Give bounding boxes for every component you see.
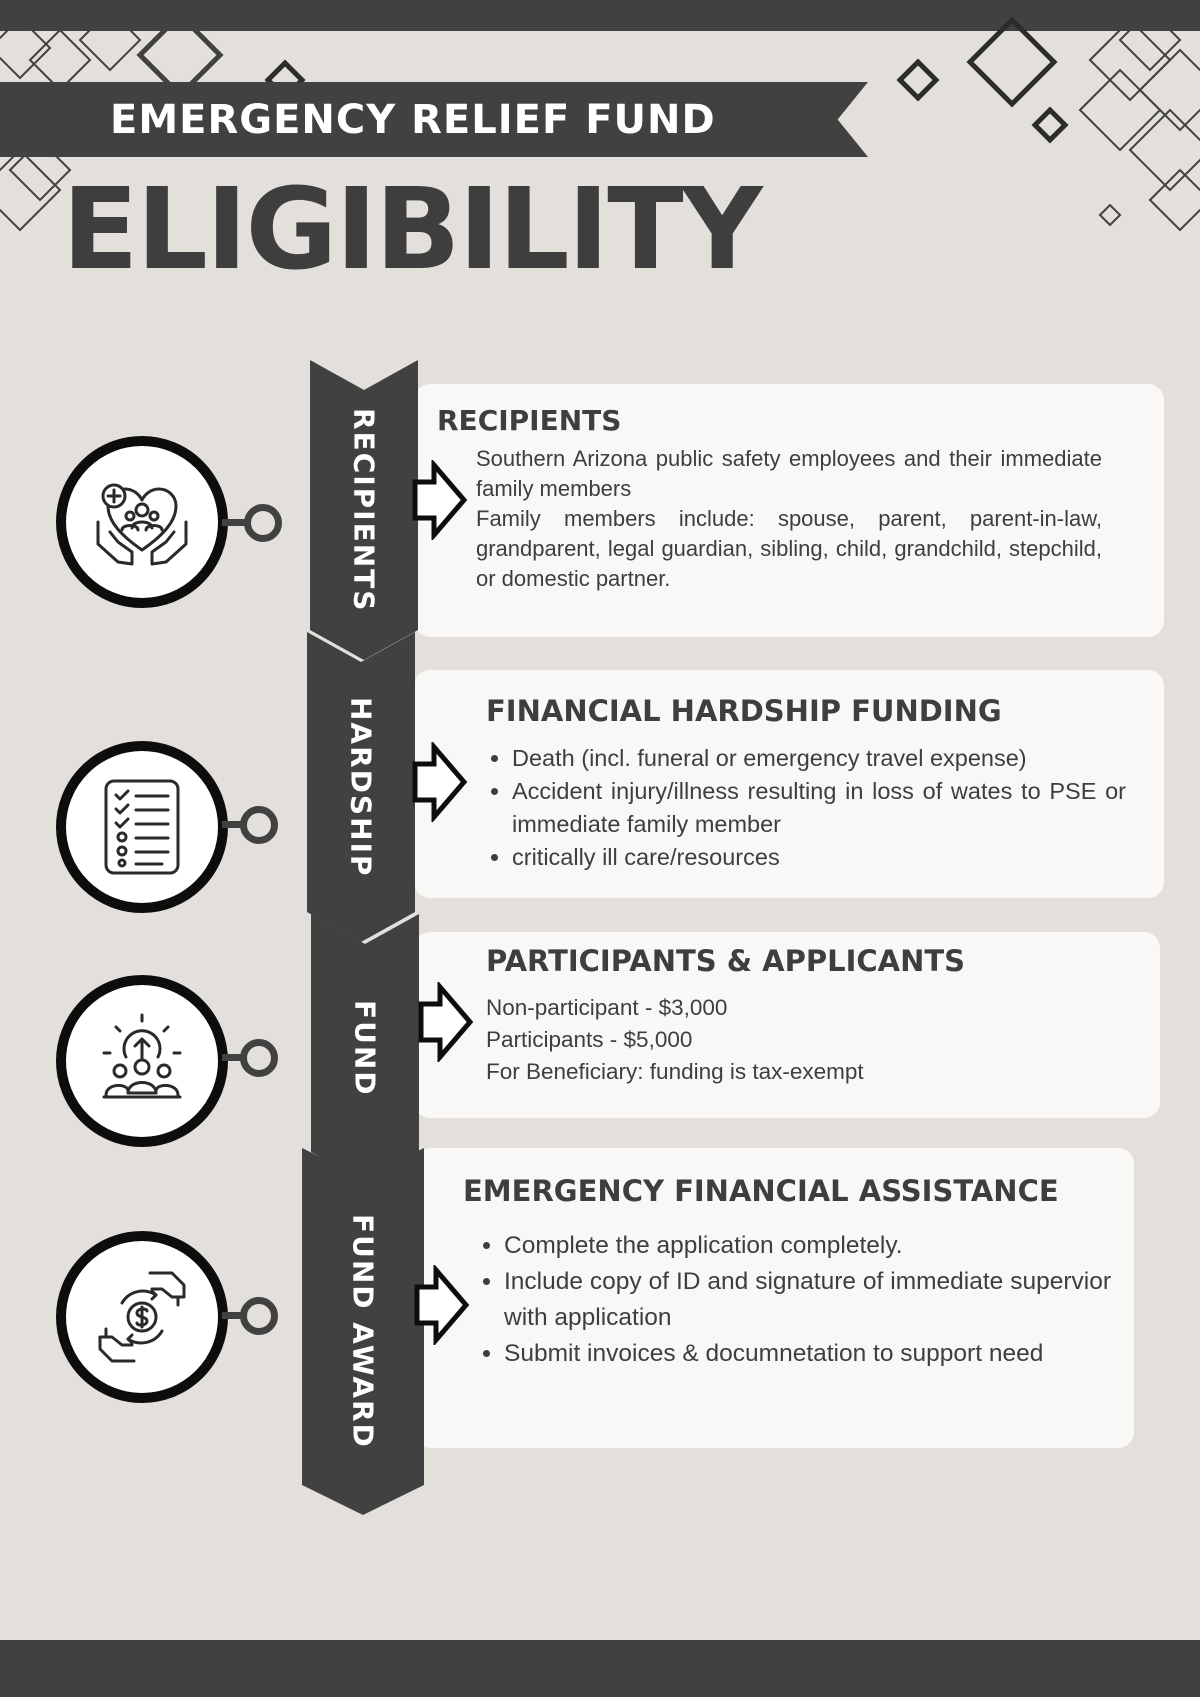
- arrow-right-icon: [412, 460, 472, 540]
- card-body: [476, 742, 1126, 874]
- bottom-bar: [0, 1640, 1200, 1697]
- spine-label-fund-award: FUND AWARD: [346, 1214, 380, 1449]
- list-item: For Beneficiary: funding is tax-exempt: [486, 1059, 864, 1084]
- card-title: PARTICIPANTS & APPLICANTS: [486, 944, 966, 978]
- team-growth-gear-icon: [92, 1011, 192, 1111]
- list-item: Participants - $5,000: [486, 1027, 693, 1052]
- icon-circle: [56, 1231, 228, 1403]
- list-item: • Submit invoices & documnetation to support need: [504, 1336, 1111, 1372]
- list-item: • Death (incl. funeral or emergency travel expense): [512, 742, 1126, 775]
- card-hardship: [414, 670, 1164, 898]
- spine-label-hardship: HARDSHIP: [344, 696, 378, 878]
- card-body: [476, 444, 1102, 594]
- icon-circle: [56, 741, 228, 913]
- list-item: Non-participant - $3,000: [486, 995, 728, 1020]
- spine-label-fund: FUND: [348, 999, 382, 1097]
- connector-knob: [244, 504, 282, 542]
- list-item: • Include copy of ID and signature of immediate supervior with application: [504, 1264, 1111, 1336]
- arrow-right-icon: [414, 1265, 474, 1345]
- card-body: [486, 992, 1126, 1088]
- card-title: EMERGENCY FINANCIAL ASSISTANCE: [463, 1174, 1059, 1208]
- connector-knob: [240, 1039, 278, 1077]
- list-item: • Accident injury/illness resulting in loss of wates to PSE or immediate family member: [512, 775, 1126, 841]
- connector-knob: [240, 1297, 278, 1335]
- icon-circle: [56, 436, 228, 608]
- page-title: ELIGIBILITY: [62, 165, 761, 295]
- card-fund: [414, 932, 1160, 1118]
- arrow-right-icon: [412, 742, 472, 822]
- banner-title: EMERGENCY RELIEF FUND: [110, 97, 716, 143]
- card-fund-award: [414, 1148, 1134, 1448]
- card-title: RECIPIENTS: [437, 404, 622, 437]
- checklist-icon: [92, 777, 192, 877]
- card-title: FINANCIAL HARDSHIP FUNDING: [486, 694, 1002, 728]
- spine-label-recipients: RECIPIENTS: [347, 407, 381, 613]
- card-recipients: [414, 384, 1164, 637]
- heart-family-hands-icon: [92, 472, 192, 572]
- connector-knob: [240, 806, 278, 844]
- paragraph: Southern Arizona public safety employees and their immediate family members: [476, 446, 1102, 501]
- card-body: [468, 1228, 1111, 1372]
- hands-money-cycle-icon: [92, 1267, 192, 1367]
- list-item: • Complete the application completely.: [504, 1228, 1111, 1264]
- paragraph: Family members include: spouse, parent, parent-in-law, grandparent, legal guardian, sibling, child, grandchild, stepchild, or domestic partner.: [476, 506, 1102, 591]
- icon-circle: [56, 975, 228, 1147]
- arrow-right-icon: [418, 982, 478, 1062]
- list-item: • critically ill care/resources: [512, 841, 1126, 874]
